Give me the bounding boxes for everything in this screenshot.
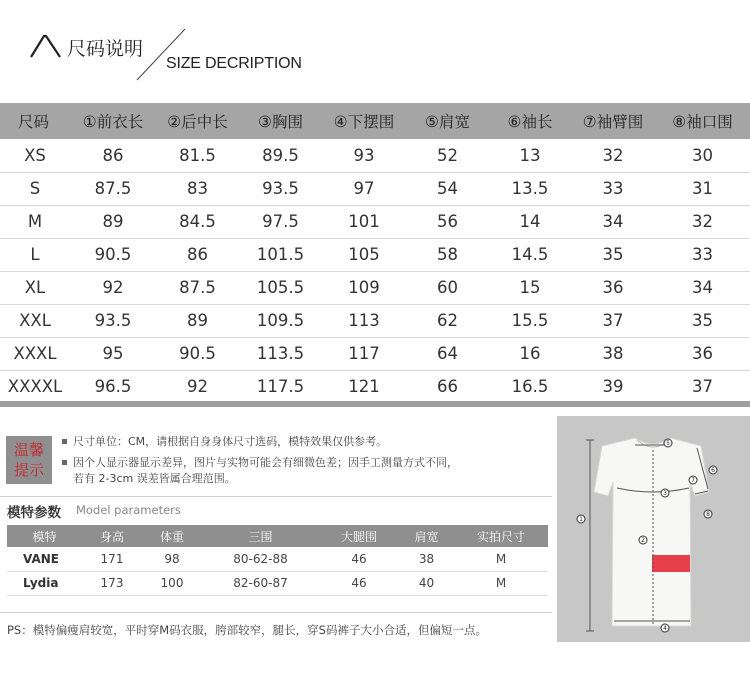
table-cell: 66 (437, 377, 458, 397)
col-header: ⑤肩宽 (406, 103, 489, 139)
table-cell: 35 (571, 238, 655, 271)
col-header: 三围 (202, 525, 319, 547)
table-row (7, 547, 548, 571)
svg-text:4: 4 (663, 625, 667, 632)
table-cell: 105 (322, 238, 406, 271)
size-table-header (0, 103, 750, 139)
table-cell: 46 (319, 547, 399, 571)
table-cell: 97.5 (239, 205, 322, 238)
table-row (0, 271, 750, 304)
table-cell: 36 (571, 271, 655, 304)
marker-1 (577, 515, 585, 523)
table-cell: 30 (655, 139, 750, 172)
model-table-header (7, 525, 548, 547)
table-row (0, 370, 750, 403)
table-cell: 15 (489, 271, 571, 304)
ps-note: PS：模特偏瘦肩较宽，平时穿M码衣服，胯部较窄，腿长，穿S码裤子大小合适，但偏短一点。 (7, 623, 487, 637)
table-cell: 93.5 (70, 304, 156, 337)
model-name: Lydia (7, 571, 82, 595)
svg-text:5: 5 (666, 440, 670, 447)
divider (0, 496, 552, 497)
table-cell: 84.5 (156, 205, 239, 238)
col-header: ⑥袖长 (489, 103, 571, 139)
col-header: 实拍尺寸 (454, 525, 548, 547)
col-header: ③胸围 (239, 103, 322, 139)
marker-2 (639, 536, 647, 544)
table-cell: 34 (655, 271, 750, 304)
table-cell: 96.5 (94, 377, 132, 397)
col-header: 肩宽 (399, 525, 454, 547)
notice-text: 尺寸单位：CM，请根据自身身体尺寸选码，模特效果仅供参考。 (73, 435, 388, 448)
table-cell: M (454, 547, 548, 571)
divider (0, 612, 552, 613)
table-cell: 89 (156, 304, 239, 337)
model-params-table (7, 525, 548, 596)
table-cell: 81.5 (156, 139, 239, 172)
caret-logo-icon (30, 34, 62, 58)
svg-text:6: 6 (711, 467, 715, 474)
table-cell: 38 (399, 547, 454, 571)
table-cell: XXL (0, 304, 70, 337)
table-cell: 105.5 (239, 271, 322, 304)
table-cell: 33 (571, 172, 655, 205)
table-cell: M (454, 571, 548, 595)
col-header: ②后中长 (156, 103, 239, 139)
notice-text: 因个人显示器显示差异，图片与实物可能会有细微色差；因手工测量方式不同， (73, 456, 458, 469)
marker-6 (709, 466, 717, 474)
table-row (0, 172, 750, 205)
notice-item (62, 434, 458, 450)
table-cell: 100 (142, 571, 202, 595)
table-cell: XXXL (0, 337, 70, 370)
table-cell: 117.5 (256, 377, 305, 397)
col-header: 大腿围 (319, 525, 399, 547)
notice-badge-line: 提示 (13, 461, 44, 479)
table-row (7, 571, 548, 595)
model-name: VANE (7, 547, 82, 571)
table-row (0, 205, 750, 238)
bullet-icon (62, 460, 67, 465)
table-cell: 16 (489, 337, 571, 370)
svg-text:8: 8 (706, 511, 710, 518)
table-cell: 87.5 (70, 172, 156, 205)
table-cell: 13 (489, 139, 571, 172)
marker-5 (664, 439, 672, 447)
svg-text:3: 3 (663, 490, 667, 497)
col-header: 体重 (142, 525, 202, 547)
notice-list (62, 434, 458, 487)
table-cell: 38 (571, 337, 655, 370)
table-cell: XS (0, 139, 70, 172)
section-header (0, 0, 750, 100)
table-cell: 113 (322, 304, 406, 337)
table-cell: 36 (655, 337, 750, 370)
dress-red-stripe (652, 555, 690, 572)
table-cell: 92 (187, 377, 208, 397)
table-cell: 34 (571, 205, 655, 238)
table-cell: 171 (82, 547, 142, 571)
table-cell: 93.5 (239, 172, 322, 205)
table-cell: 90.5 (156, 337, 239, 370)
table-cell: 64 (406, 337, 489, 370)
bullet-icon (62, 439, 67, 444)
marker-7 (689, 476, 697, 484)
table-cell: 92 (70, 271, 156, 304)
svg-text:7: 7 (691, 477, 695, 484)
table-cell: 95 (70, 337, 156, 370)
table-cell: 32 (571, 139, 655, 172)
table-row (0, 337, 750, 370)
col-header: ④下摆围 (322, 103, 406, 139)
model-params-title: 模特参数 (7, 505, 61, 521)
table-cell: 109 (322, 271, 406, 304)
table-cell: 39 (602, 377, 624, 397)
col-header: 身高 (82, 525, 142, 547)
table-cell: S (0, 172, 70, 205)
marker-3 (661, 489, 669, 497)
table-row (0, 238, 750, 271)
table-cell: 83 (156, 172, 239, 205)
table-cell: 86 (156, 238, 239, 271)
table-cell: 56 (406, 205, 489, 238)
table-cell: 52 (406, 139, 489, 172)
dress-shape (594, 438, 709, 626)
table-cell: L (0, 238, 70, 271)
table-bottom-bar (0, 401, 750, 407)
table-row (0, 304, 750, 337)
col-header: ①前衣长 (70, 103, 156, 139)
table-cell: 31 (655, 172, 750, 205)
table-cell: 33 (655, 238, 750, 271)
col-header: ⑦袖臂围 (571, 103, 655, 139)
table-cell: M (0, 205, 70, 238)
table-cell: 40 (399, 571, 454, 595)
marker-8 (704, 510, 712, 518)
model-params-subtitle: Model parameters (76, 503, 181, 517)
dress-measurement-diagram (557, 416, 750, 642)
table-cell: 46 (319, 571, 399, 595)
table-cell: 60 (406, 271, 489, 304)
svg-text:1: 1 (579, 516, 583, 523)
table-cell: 101 (322, 205, 406, 238)
table-cell: 109.5 (239, 304, 322, 337)
table-cell: XL (0, 271, 70, 304)
table-cell: 93 (322, 139, 406, 172)
table-cell: 117 (322, 337, 406, 370)
col-header: ⑧袖口围 (655, 103, 750, 139)
table-cell: 80-62-88 (202, 547, 319, 571)
table-row (0, 139, 750, 172)
table-cell: 37 (692, 377, 713, 397)
table-cell: 32 (655, 205, 750, 238)
dress-illustration (557, 416, 750, 642)
notice-badge-line: 温馨 (13, 441, 44, 459)
table-cell: 113.5 (239, 337, 322, 370)
table-cell: 89.5 (239, 139, 322, 172)
table-cell: 62 (406, 304, 489, 337)
table-cell: 16.5 (511, 377, 549, 397)
table-cell: 37 (571, 304, 655, 337)
table-cell: 58 (406, 238, 489, 271)
table-cell: 54 (406, 172, 489, 205)
table-cell: 90.5 (70, 238, 156, 271)
size-title-cn: 尺码说明 (67, 38, 144, 60)
notice-text-cont: 若有 2-3cm 误差皆属合理范围。 (73, 472, 236, 485)
marker-4 (661, 624, 669, 632)
table-cell: 101.5 (239, 238, 322, 271)
col-header: 尺码 (0, 103, 70, 139)
table-cell: 82-60-87 (202, 571, 319, 595)
table-cell: XXXXL (7, 377, 63, 397)
table-cell: 35 (655, 304, 750, 337)
size-table (0, 103, 750, 403)
table-cell: 87.5 (156, 271, 239, 304)
table-cell: 98 (142, 547, 202, 571)
table-cell: 13.5 (489, 172, 571, 205)
table-cell: 121 (348, 377, 380, 397)
svg-text:2: 2 (641, 537, 645, 544)
table-cell: 89 (70, 205, 156, 238)
notice-badge (6, 436, 52, 484)
table-cell: 15.5 (489, 304, 571, 337)
size-title-en: SIZE DECRIPTION (166, 55, 302, 72)
table-cell: 14.5 (489, 238, 571, 271)
notice-item (62, 455, 458, 471)
table-cell: 173 (82, 571, 142, 595)
col-header: 模特 (7, 525, 82, 547)
table-cell: 14 (489, 205, 571, 238)
table-cell: 86 (70, 139, 156, 172)
table-cell: 97 (322, 172, 406, 205)
